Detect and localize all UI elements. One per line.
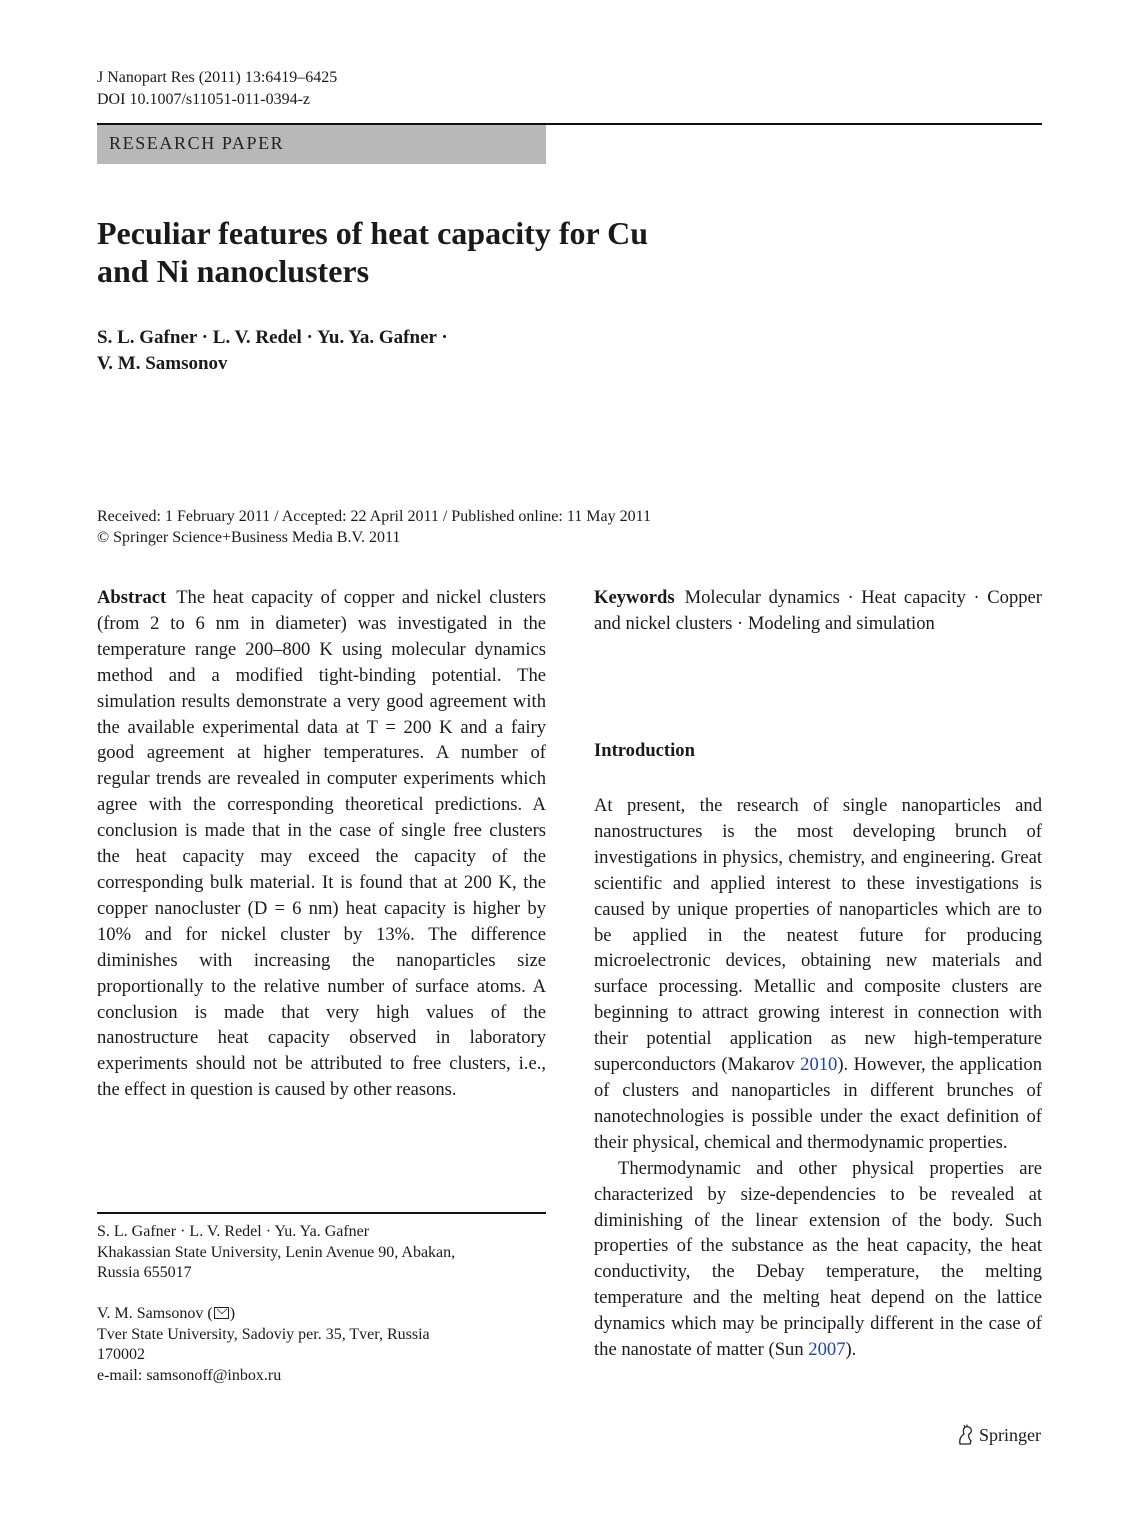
springer-horse-icon [955,1424,975,1446]
authors-line-2: V. M. Samsonov [97,353,228,374]
authors-line-1: S. L. Gafner · L. V. Redel · Yu. Ya. Gafner · [97,327,448,348]
title-line-2: and Ni nanoclusters [97,253,370,289]
author-list [97,325,448,377]
doi: DOI 10.1007/s11051-011-0394-z [97,91,311,108]
corresponding-author-close: ) [229,1305,236,1322]
introduction-body [594,793,1042,1363]
footnote-authors-1: S. L. Gafner · L. V. Redel · Yu. Ya. Gafner [97,1223,370,1240]
intro-p1-text-cont: ). However, the application of clusters and nanoparticles in different brunches of nanotechnologies is possible under the exact definition of their physical, chemical and thermodynamic properties. [594,1054,1042,1153]
corresponding-author-name: V. M. Samsonov ( [97,1305,213,1322]
affiliation-2-line-2: 170002 [97,1346,145,1364]
citation-link-sun[interactable]: 2007 [808,1339,846,1361]
intro-p2-text-cont: ). [845,1339,857,1361]
publisher-name: Springer [979,1424,1041,1445]
journal-header [97,67,337,111]
publication-history [97,506,651,548]
affiliation-2-line-1: Tver State University, Sadoviy per. 35, Tver, Russia [97,1325,430,1343]
abstract-text: The heat capacity of copper and nickel clusters (from 2 to 6 nm in diameter) was investigated in the temperature range 200–800 K using molecular dynamics method and a modified tight-binding potential. The simulation results demonstrate a very good agreement with the available experimental data at T = 200 K and a fairy good agreement at higher temperatures. A number of regular trends are revealed in computer experiments which agree with the corresponding theoretical predictions. A conclusion is made that in the case of single free clusters the heat capacity may exceed the capacity of the corresponding bulk material. It is found that at 200 K, the copper nanocluster (D = 6 nm) heat capacity is higher by 10% and for nickel cluster by 13%. The difference diminishes with increasing the nanoparticles size proportionally to the relative number of surface atoms. A conclusion is made that very high values of the nanostructure heat capacity observed in laboratory experiments should not be attributed to free clusters, i.e., the effect in question is caused by other reasons. [97,587,546,1101]
keywords-heading: Keywords [594,587,675,608]
paper-title [97,214,797,290]
footnote-rule [97,1212,546,1214]
journal-citation: J Nanopart Res (2011) 13:6419–6425 [97,69,338,86]
corresponding-author [97,1304,546,1325]
keywords [594,585,1042,637]
email[interactable]: e-mail: samsonoff@inbox.ru [97,1366,282,1384]
affiliation-1-line-1: Khakassian State University, Lenin Avenue 90, Abakan, [97,1243,456,1261]
section-banner [97,125,546,164]
intro-p1-text: At present, the research of single nanoparticles and nanostructures is the most developing brunch of investigations in physics, chemistry, and engineering. Great scientific and applied interest to these investigations is caused by unique properties of nanoparticles which are to be applied in the neatest future for producing microelectronic devices, obtaining new materials and surface processing. Metallic and composite clusters are beginning to attract growing interest in connection with their potential application as new high-temperature superconductors (Makarov [594,795,1042,1076]
introduction-heading: Introduction [594,740,695,761]
citation-link-makarov[interactable]: 2010 [800,1054,838,1076]
copyright-line: © Springer Science+Business Media B.V. 2011 [97,529,401,546]
affiliation-1 [97,1222,546,1284]
keywords-text: Molecular dynamics · Heat capacity · Copper and nickel clusters · Modeling and simulation [594,587,1042,634]
intro-paragraph-1 [594,793,1042,1156]
title-line-1: Peculiar features of heat capacity for Cu [97,215,648,251]
affiliation-1-line-2: Russia 655017 [97,1264,192,1282]
abstract-heading: Abstract [97,587,167,608]
dates-line: Received: 1 February 2011 / Accepted: 22 April 2011 / Published online: 11 May 2011 [97,508,651,525]
envelope-icon [214,1307,229,1319]
intro-p2-text: Thermodynamic and other physical properties are characterized by size-dependencies to be revealed at diminishing of the linear extension of the body. Such properties of the substance as the heat capacity, the heat conductivity, the Debay temperature, the melting temperature and the melting heat depend on the lattice dynamics which may be principally different in the case of the nanostate of matter (Sun [594,1157,1042,1361]
abstract [97,585,546,1103]
section-label: RESEARCH PAPER [109,133,285,153]
intro-paragraph-2 [594,1156,1042,1363]
affiliation-2 [97,1304,546,1386]
publisher-logo [955,1424,1041,1446]
